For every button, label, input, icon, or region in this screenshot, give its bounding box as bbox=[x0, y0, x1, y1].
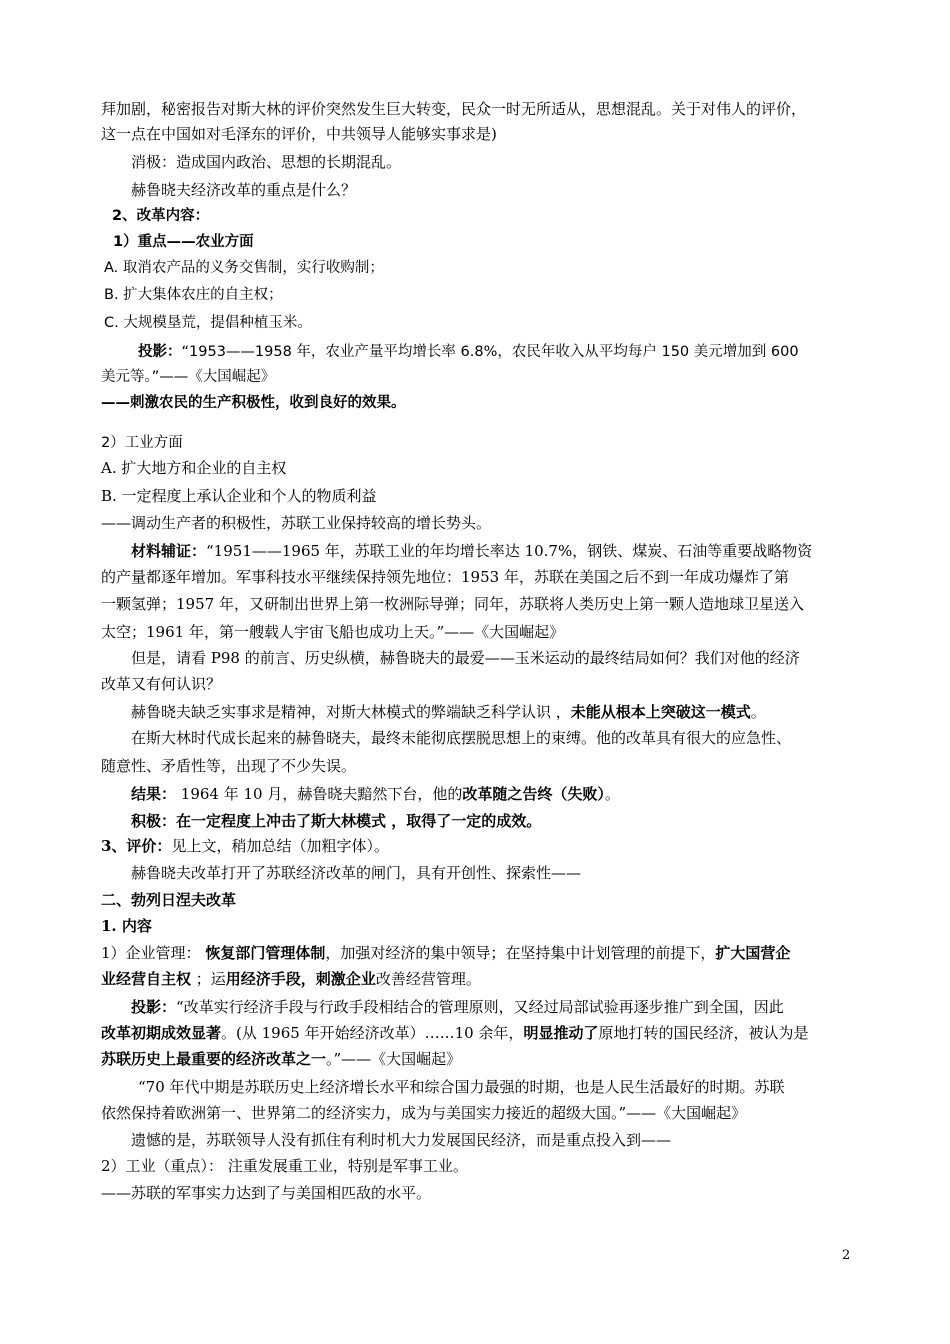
text-line: 太空；1961 年，第一艘载人宇宙飞船也成功上天。”——《大国崛起》 bbox=[101, 623, 565, 641]
list-item: C. 大规模垦荒，提倡种植玉米。 bbox=[104, 315, 312, 331]
text-line: 结果： 1964 年 10 月，赫鲁晓夫黯然下台，他的改革随之告终（失败）。 bbox=[131, 785, 620, 803]
text-line: 遗憾的是，苏联领导人没有抓住有利时机大力发展国民经济，而是重点投入到—— bbox=[131, 1131, 672, 1149]
subsection-heading: 1. 内容 bbox=[101, 917, 152, 935]
text-line: 苏联历史上最重要的经济改革之一。”——《大国崛起》 bbox=[101, 1050, 462, 1068]
text-line: 随意性、矛盾性等，出现了不少失误。 bbox=[101, 757, 357, 775]
text-line: 3、评价：见上文，稍加总结（加粗字体）。 bbox=[101, 837, 389, 855]
text-line: ——调动生产者的积极性，苏联工业保持较高的增长势头。 bbox=[101, 514, 492, 532]
text-line: 在斯大林时代成长起来的赫鲁晓夫，最终未能彻底摆脱思想上的束缚。他的改革具有很大的应急性、 bbox=[131, 729, 792, 747]
text-line: 这一点在中国如对毛泽东的评价，中共领导人能够实事求是) bbox=[101, 125, 497, 143]
subsection-heading: 2）工业方面 bbox=[101, 435, 183, 451]
text-line: 投影：“改革实行经济手段与行政手段相结合的管理原则，又经过局部试验再逐步推广到全国，因此 bbox=[131, 998, 784, 1016]
text-line: 拜加剧，秘密报告对斯大林的评价突然发生巨大转变，民众一时无所适从，思想混乱。关于对伟人的评价， bbox=[101, 100, 807, 118]
text-line: 一颗氢弹；1957 年，又研制出世界上第一枚洲际导弹；同年，苏联将人类历史上第一颗人造地球卫星送入 bbox=[101, 595, 804, 613]
subsection-heading: 1）重点——农业方面 bbox=[113, 234, 254, 250]
text-line: 投影：“1953——1958 年，农业产量平均增长率 6.8%，农民年收入从平均每户 150 美元增加到 600 bbox=[138, 344, 799, 360]
list-item: A. 取消农产品的义务交售制，实行收购制； bbox=[104, 260, 384, 276]
text-line: 业经营自主权 ；运用经济手段，刺激企业改善经营管理。 bbox=[101, 970, 481, 988]
text-line: 依然保持着欧洲第一、世界第二的经济实力，成为与美国实力接近的超级大国。”——《大国崛起》 bbox=[101, 1104, 747, 1122]
text-line: 1）企业管理： 恢复部门管理体制，加强对经济的集中领导；在坚持集中计划管理的前提下，扩大国营企 bbox=[101, 944, 791, 962]
list-item: B. 一定程度上承认企业和个人的物质利益 bbox=[101, 487, 377, 505]
text-line: 美元等。”——《大国崛起》 bbox=[101, 369, 276, 385]
text-line: 赫鲁晓夫改革打开了苏联经济改革的闸门，具有开创性、探索性—— bbox=[131, 864, 582, 882]
text-line: ——苏联的军事实力达到了与美国相匹敌的水平。 bbox=[101, 1184, 432, 1202]
text-line: “70 年代中期是苏联历史上经济增长水平和综合国力最强的时期，也是人民生活最好的时期。苏联 bbox=[138, 1078, 785, 1096]
text-line: 但是，请看 P98 的前言、历史纵横，赫鲁晓夫的最爱——玉米运动的最终结局如何？我们对他的经济 bbox=[131, 649, 800, 667]
list-item: B. 扩大集体农庄的自主权； bbox=[104, 287, 283, 303]
text-line: 2）工业（重点）： 注重发展重工业，特别是军事工业。 bbox=[101, 1157, 468, 1175]
text-line: 改革初期成效显著。(从 1965 年开始经济改革）……10 余年，明显推动了原地打转的国民经济，被认为是 bbox=[101, 1024, 809, 1042]
section-heading: 2、改革内容： bbox=[112, 208, 210, 224]
page-number: 2 bbox=[842, 1248, 851, 1263]
text-line: 消极：造成国内政治、思想的长期混乱。 bbox=[131, 153, 402, 171]
text-line: 积极：在一定程度上冲击了斯大林模式 ，取得了一定的成效。 bbox=[131, 812, 542, 830]
text-line: 的产量都逐年增加。军事科技水平继续保持领先地位：1953 年，苏联在美国之后不到一年成功爆炸了第 bbox=[101, 568, 789, 586]
text-line: ——刺激农民的生产积极性，收到良好的效果。 bbox=[101, 395, 406, 411]
text-line: 赫鲁晓夫经济改革的重点是什么？ bbox=[131, 181, 357, 199]
text-line: 赫鲁晓夫缺乏实事求是精神，对斯大林模式的弊端缺乏科学认识 ，未能从根本上突破这一模式。 bbox=[131, 703, 766, 721]
text-line: 材料辅证：“1951——1965 年，苏联工业的年均增长率达 10.7%，钢铁、煤炭、石油等重要战略物资 bbox=[131, 542, 813, 560]
list-item: A. 扩大地方和企业的自主权 bbox=[101, 459, 287, 477]
section-heading: 二、勃列日涅夫改革 bbox=[101, 891, 237, 909]
text-line: 改革又有何认识？ bbox=[101, 675, 222, 693]
